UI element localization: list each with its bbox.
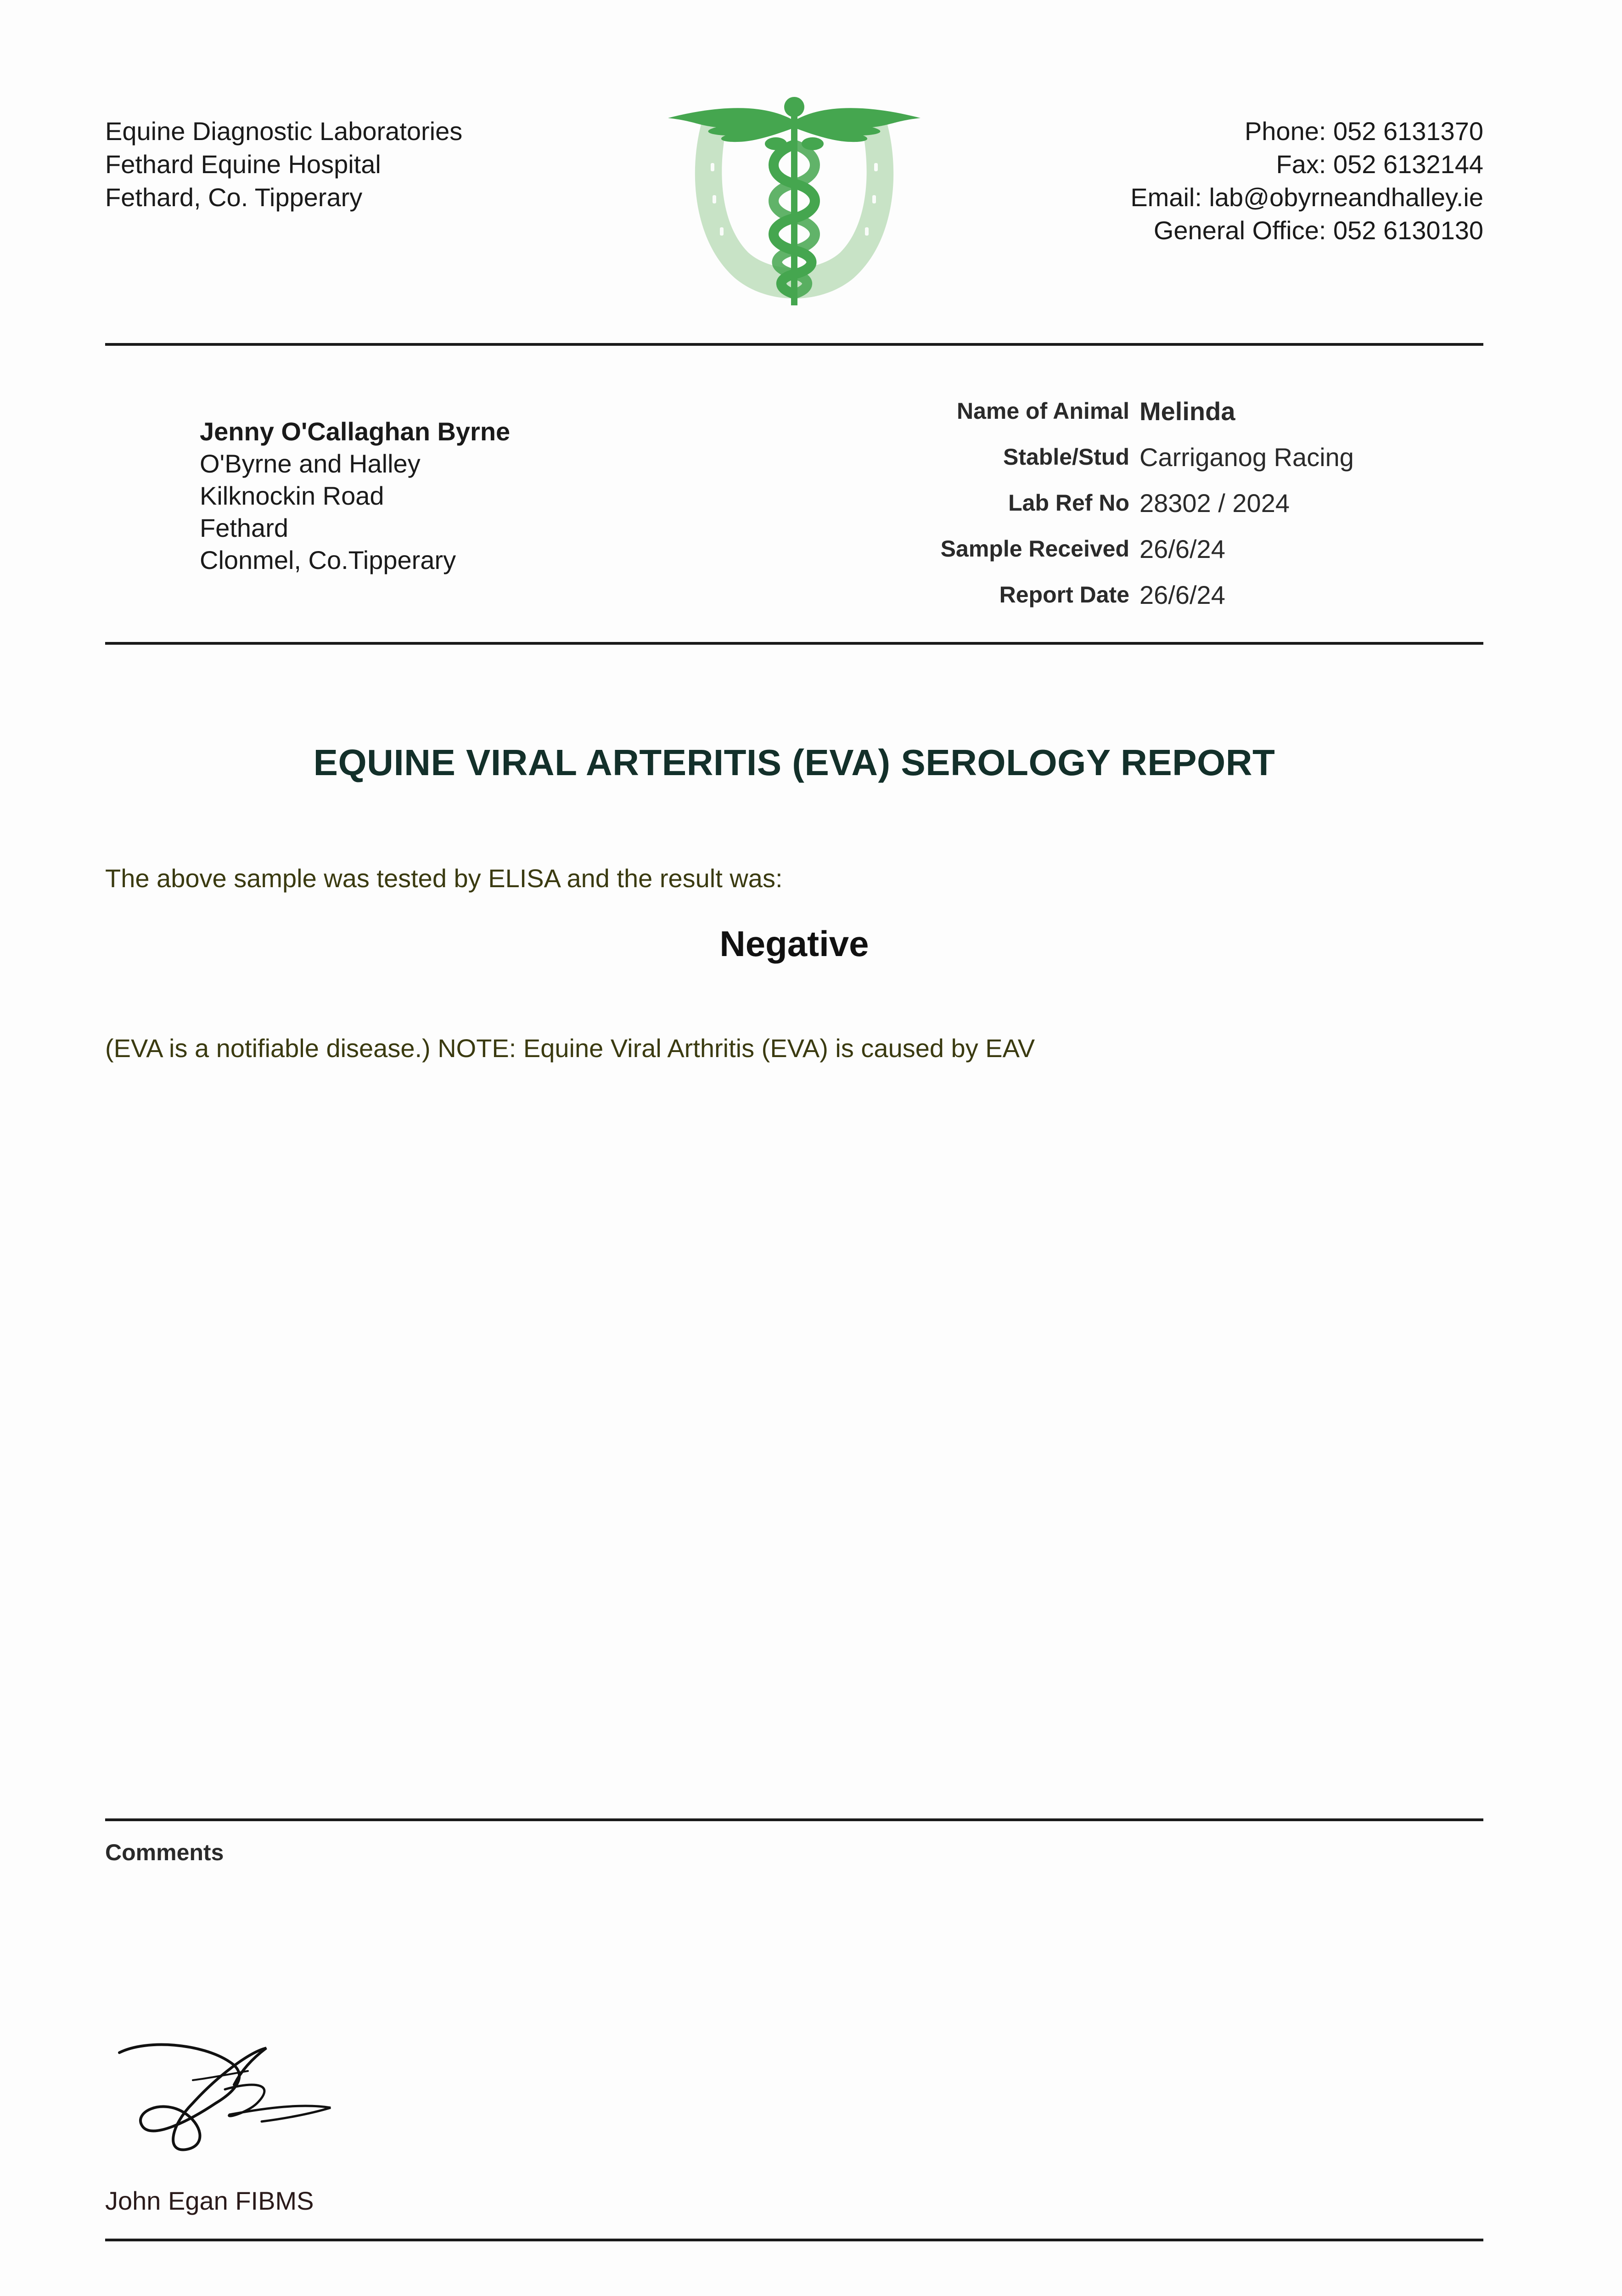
test-result: Negative bbox=[719, 923, 869, 964]
recipient-address bbox=[200, 416, 510, 576]
detail-row-stable bbox=[872, 434, 1354, 480]
detail-label: Report Date bbox=[999, 582, 1129, 608]
comments-divider bbox=[105, 1818, 1483, 1821]
report-date: 26/6/24 bbox=[1139, 580, 1225, 609]
recipient-name: Jenny O'Callaghan Byrne bbox=[200, 417, 511, 446]
general-office-number: General Office: 052 6130130 bbox=[1153, 216, 1483, 245]
detail-label: Stable/Stud bbox=[1003, 444, 1129, 470]
phone-number: Phone: 052 6131370 bbox=[1244, 117, 1483, 146]
stable-name: Carriganog Racing bbox=[1139, 442, 1354, 472]
detail-label: Lab Ref No bbox=[1008, 490, 1129, 516]
lab-location: Fethard, Co. Tipperary bbox=[105, 183, 363, 212]
detail-label: Name of Animal bbox=[956, 398, 1129, 424]
footer-divider bbox=[105, 2239, 1483, 2241]
report-title: EQUINE VIRAL ARTERITIS (EVA) SEROLOGY REPORT bbox=[313, 742, 1275, 783]
detail-row-animal bbox=[872, 388, 1354, 434]
lab-name: Equine Diagnostic Laboratories bbox=[105, 117, 463, 146]
signature bbox=[110, 2034, 340, 2154]
recipient-line: O'Byrne and Halley bbox=[200, 449, 421, 478]
detail-label: Sample Received bbox=[940, 536, 1129, 562]
sample-received-date: 26/6/24 bbox=[1139, 534, 1225, 563]
animal-name: Melinda bbox=[1139, 396, 1235, 426]
comments-label: Comments bbox=[105, 1840, 224, 1865]
detail-row-report-date bbox=[872, 572, 1354, 618]
details-divider bbox=[105, 642, 1483, 645]
email-address: Email: lab@obyrneandhalley.ie bbox=[1130, 183, 1483, 212]
header-divider bbox=[105, 343, 1483, 346]
recipient-line: Kilknockin Road bbox=[200, 481, 384, 510]
caduceus-horseshoe-logo bbox=[661, 85, 927, 315]
fax-number: Fax: 052 6132144 bbox=[1276, 150, 1483, 179]
lab-address bbox=[105, 115, 462, 214]
sample-details bbox=[872, 388, 1354, 618]
detail-row-sample-received bbox=[872, 526, 1354, 572]
signer-name: John Egan FIBMS bbox=[105, 2186, 314, 2215]
disease-note: (EVA is a notifiable disease.) NOTE: Equine Viral Arthritis (EVA) is caused by EAV bbox=[105, 1034, 1035, 1063]
test-intro-text: The above sample was tested by ELISA and the result was: bbox=[105, 864, 783, 893]
lab-contact bbox=[1130, 115, 1483, 247]
recipient-line: Fethard bbox=[200, 513, 288, 542]
lab-ref-number: 28302 / 2024 bbox=[1139, 488, 1290, 518]
recipient-line: Clonmel, Co.Tipperary bbox=[200, 546, 456, 574]
detail-row-lab-ref bbox=[872, 480, 1354, 526]
lab-hospital: Fethard Equine Hospital bbox=[105, 150, 381, 179]
